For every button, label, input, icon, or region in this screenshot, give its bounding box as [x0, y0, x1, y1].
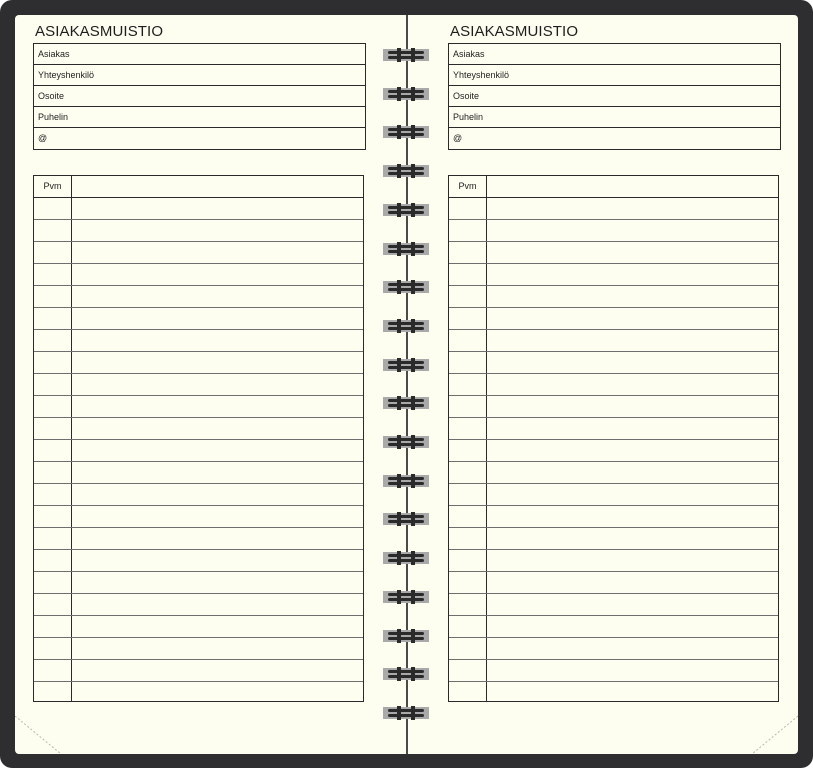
- log-row-line: [34, 505, 363, 506]
- date-column-header: Pvm: [458, 181, 477, 191]
- spiral-ring-icon: [383, 47, 429, 63]
- info-row-email[interactable]: @: [453, 133, 463, 143]
- log-row-line: [449, 285, 778, 286]
- info-row-phone[interactable]: Puhelin: [34, 107, 365, 128]
- spiral-ring-icon: [383, 473, 429, 489]
- spiral-ring-icon: [383, 628, 429, 644]
- log-row-line: [449, 461, 778, 462]
- log-row-line: [34, 637, 363, 638]
- log-row-line: [34, 197, 363, 198]
- log-row-line: [449, 483, 778, 484]
- log-row-line: [449, 439, 778, 440]
- info-row-email[interactable]: @: [38, 133, 48, 143]
- spiral-ring-icon: [383, 241, 429, 257]
- spiral-ring-icon: [383, 86, 429, 102]
- log-row-line: [449, 417, 778, 418]
- log-row-line: [34, 527, 363, 528]
- log-row-line: [34, 263, 363, 264]
- customer-info-box: [33, 43, 366, 150]
- spiral-ring-icon: [383, 511, 429, 527]
- log-row-line: [34, 549, 363, 550]
- log-row-line: [449, 615, 778, 616]
- log-row-line: [449, 241, 778, 242]
- log-row-line: [34, 659, 363, 660]
- log-row-line: [34, 439, 363, 440]
- log-row-line: [449, 549, 778, 550]
- log-row-line: [449, 505, 778, 506]
- info-row-contact-person[interactable]: Yhteyshenkilö: [449, 65, 780, 86]
- log-row-line: [449, 593, 778, 594]
- log-row-line: [34, 461, 363, 462]
- log-row-line: [449, 373, 778, 374]
- spiral-ring-icon: [383, 124, 429, 140]
- log-row-line: [449, 263, 778, 264]
- log-row-line: [449, 527, 778, 528]
- notes-log-table[interactable]: [448, 175, 779, 702]
- log-row-line: [449, 395, 778, 396]
- info-row-customer[interactable]: Asiakas: [34, 44, 365, 65]
- date-column-header: Pvm: [43, 181, 62, 191]
- spiral-ring-icon: [383, 589, 429, 605]
- log-row-line: [34, 615, 363, 616]
- log-row-line: [34, 285, 363, 286]
- log-row-line: [34, 593, 363, 594]
- spiral-ring-icon: [383, 705, 429, 721]
- log-row-line: [449, 219, 778, 220]
- notes-log-table[interactable]: [33, 175, 364, 702]
- spiral-ring-icon: [383, 666, 429, 682]
- log-row-line: [34, 351, 363, 352]
- log-row-line: [34, 571, 363, 572]
- log-row-line: [449, 197, 778, 198]
- spiral-ring-icon: [383, 550, 429, 566]
- log-row-line: [34, 681, 363, 682]
- customer-info-box: [448, 43, 781, 150]
- corner-fold-left: [15, 716, 63, 754]
- log-row-line: [34, 329, 363, 330]
- log-row-line: [34, 307, 363, 308]
- spiral-ring-icon: [383, 279, 429, 295]
- spiral-ring-icon: [383, 357, 429, 373]
- spiral-ring-icon: [383, 163, 429, 179]
- spiral-ring-icon: [383, 395, 429, 411]
- log-row-line: [449, 637, 778, 638]
- corner-fold-right: [750, 716, 798, 754]
- info-row-address[interactable]: Osoite: [449, 86, 780, 107]
- info-row-contact-person[interactable]: Yhteyshenkilö: [34, 65, 365, 86]
- log-row-line: [34, 373, 363, 374]
- log-row-line: [449, 571, 778, 572]
- info-row-address[interactable]: Osoite: [34, 86, 365, 107]
- log-row-line: [34, 417, 363, 418]
- log-row-line: [449, 329, 778, 330]
- page-title: ASIAKASMUISTIO: [450, 23, 579, 40]
- info-row-phone[interactable]: Puhelin: [449, 107, 780, 128]
- page-title: ASIAKASMUISTIO: [35, 23, 164, 40]
- spiral-ring-icon: [383, 318, 429, 334]
- log-row-line: [34, 219, 363, 220]
- log-row-line: [34, 483, 363, 484]
- spiral-ring-icon: [383, 434, 429, 450]
- log-row-line: [449, 351, 778, 352]
- log-row-line: [34, 395, 363, 396]
- log-row-line: [34, 241, 363, 242]
- info-row-customer[interactable]: Asiakas: [449, 44, 780, 65]
- spiral-ring-icon: [383, 202, 429, 218]
- log-row-line: [449, 681, 778, 682]
- log-row-line: [449, 307, 778, 308]
- log-row-line: [449, 659, 778, 660]
